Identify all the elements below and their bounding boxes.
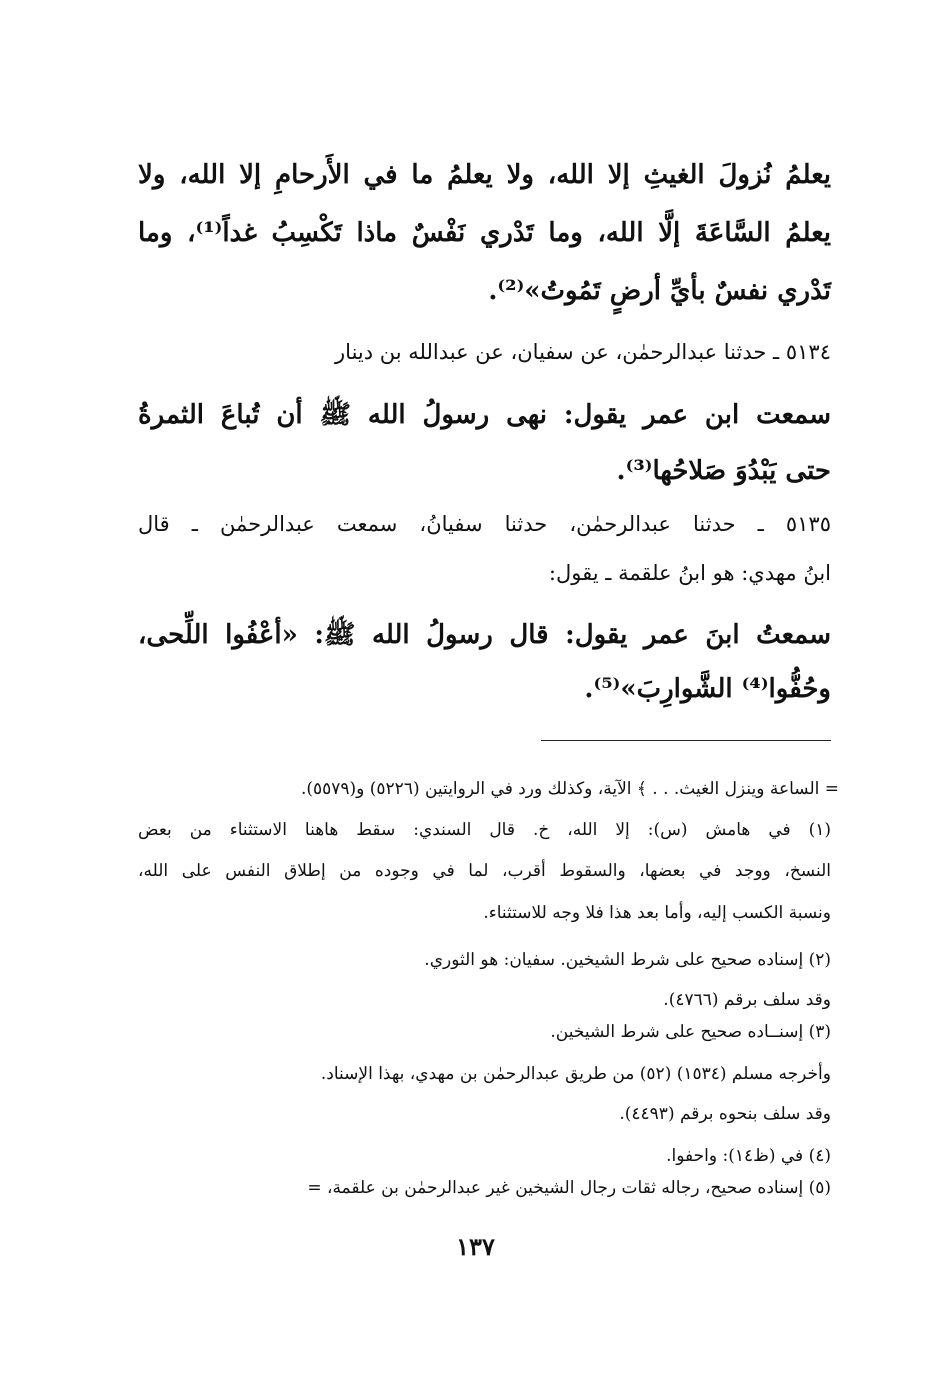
footnote-separator bbox=[541, 740, 831, 741]
footnote-5: (٥) إسناده صحيح، رجاله ثقات رجال الشيخين غير عبدالرحمٰن بن علقمة، = bbox=[307, 1178, 831, 1198]
body-line: تَدْري نفسٌ بأيِّ أرضٍ تَمُوتُ»⁽²⁾. bbox=[488, 276, 831, 306]
footnote-2: (٢) إسناده صحيح على شرط الشيخين. سفيان: هو الثوري. bbox=[424, 950, 831, 970]
footnote-1: (١) في هامش (س): إلا الله، خ. قال السندي: سقط هاهنا الاستثناء من بعض bbox=[138, 820, 831, 840]
body-line: ابنُ مهدي: هو ابنُ علقمة ـ يقول: bbox=[548, 561, 831, 585]
footnote-line: وقد سلف بنحوه برقم (٤٤٩٣). bbox=[619, 1104, 831, 1124]
footnote-line: = الساعة وينزل الغيث. . . ﴾ الآية، وكذلك ورد في الروايتين (٥٢٢٦) و(٥٥٧٩). bbox=[300, 779, 839, 799]
hadith-chain-5135: ٥١٣٥ ـ حدثنا عبدالرحمٰن، حدثنا سفيانُ، سمعت عبدالرحمٰن ـ قال bbox=[138, 512, 831, 536]
body-line: حتى يَبْدُوَ صَلاحُها⁽³⁾. bbox=[616, 456, 831, 486]
footnote-line: ونسبة الكسب إليه، وأما بعد هذا فلا وجه للاستثناء. bbox=[483, 903, 831, 923]
hadith-chain-5134: ٥١٣٤ ـ حدثنا عبدالرحمٰن، عن سفيان، عن عبدالله بن دينار bbox=[335, 340, 831, 364]
footnote-4: (٤) في (ظ١٤): واحفوا. bbox=[666, 1146, 831, 1166]
footnote-3: (٣) إسنــاده صحيح على شرط الشيخين. bbox=[550, 1022, 831, 1042]
footnote-line: النسخ، ووجد في بعضها، والسقوط أقرب، لما في وجوده من إطلاق النفس على الله، bbox=[138, 861, 831, 881]
body-line: يعلمُ السَّاعَةَ إلَّا الله، وما تَدْري نَفْسٌ ماذا تَكْسِبُ غداً⁽¹⁾، وما bbox=[138, 218, 831, 248]
body-line: يعلمُ نُزولَ الغيثِ إلا الله، ولا يعلمُ ما في الأَرحامِ إلا الله، ولا bbox=[138, 160, 831, 190]
hadith-text-5134: سمعت ابن عمر يقول: نهى رسولُ الله ﷺ أن تُباعَ الثمرةُ bbox=[138, 400, 831, 430]
body-line: وحُفُّوا⁽⁴⁾ الشَّوارِبَ»⁽⁵⁾. bbox=[584, 674, 831, 704]
footnote-line: وقد سلف برقم (٤٧٦٦). bbox=[663, 990, 831, 1010]
page-number: ١٣٧ bbox=[456, 1232, 495, 1261]
hadith-text-5135: سمعتُ ابنَ عمر يقول: قال رسولُ الله ﷺ: «أعْفُوا اللِّحى، bbox=[138, 620, 831, 650]
footnote-line: وأخرجه مسلم (١٥٣٤) (٥٢) من طريق عبدالرحمٰن بن مهدي، بهذا الإسناد. bbox=[320, 1064, 831, 1084]
